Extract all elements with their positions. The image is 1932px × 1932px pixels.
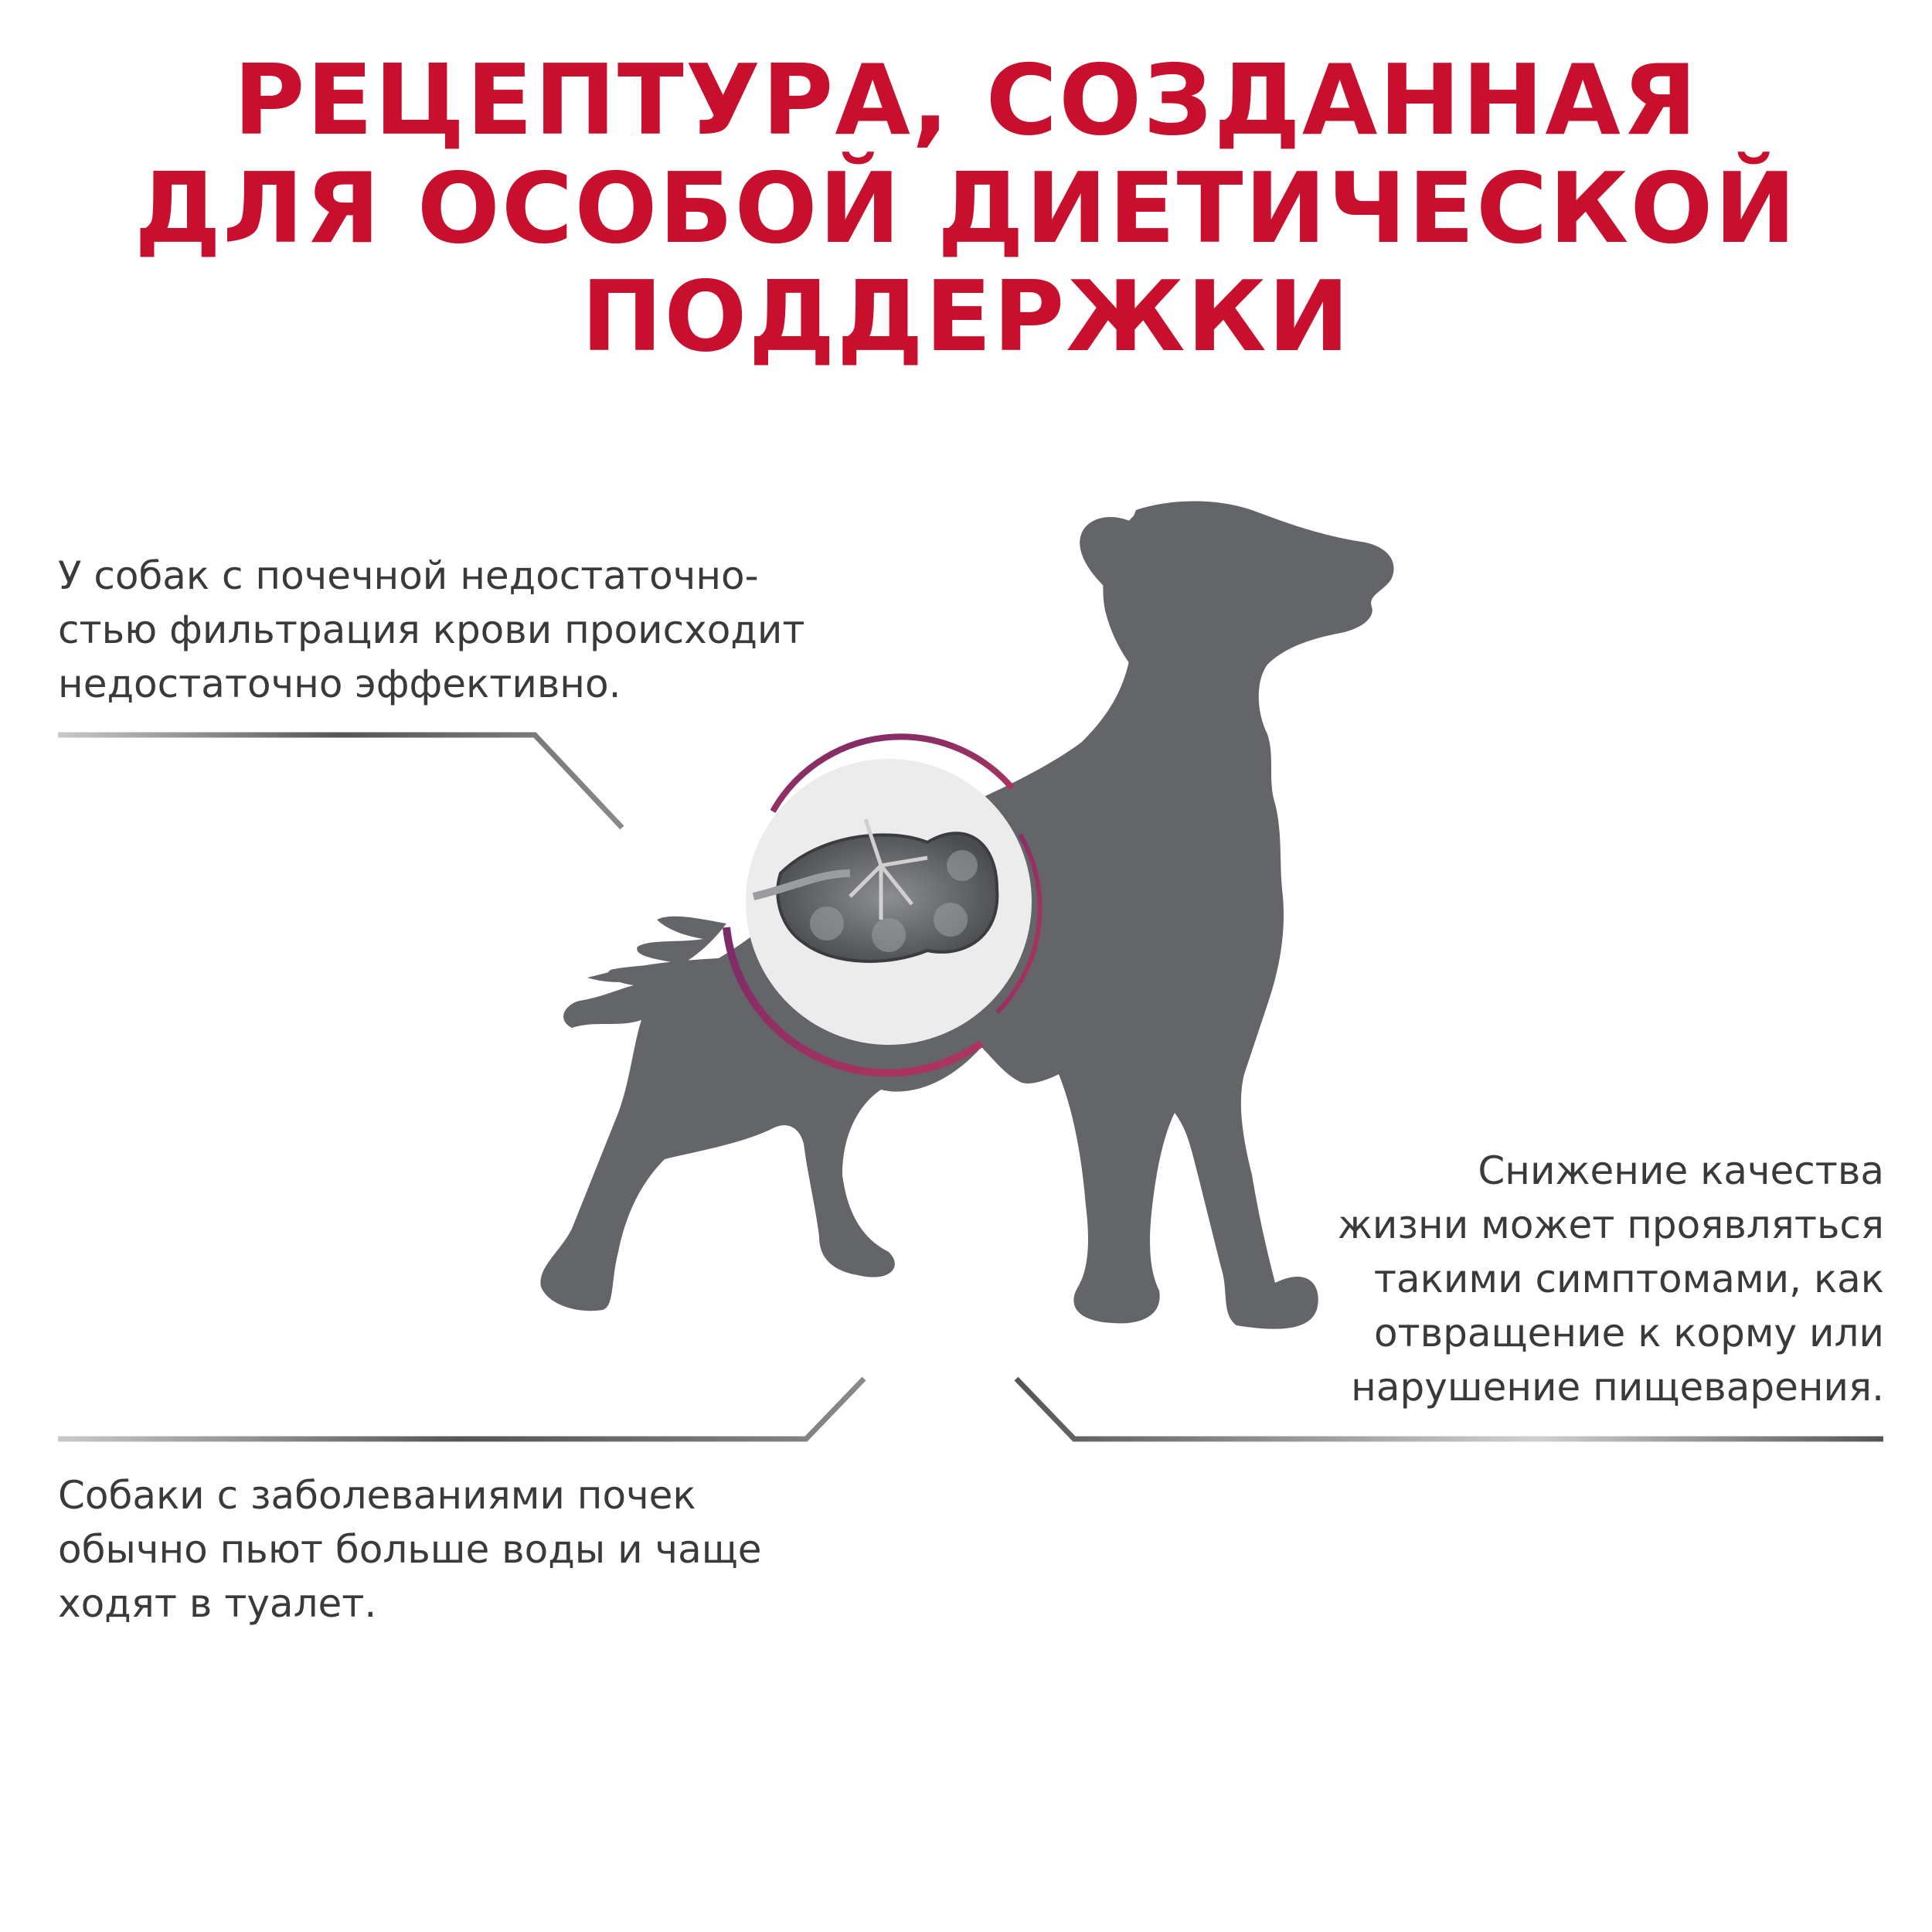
- callout-line: У собак с почечной недостаточно-: [58, 553, 759, 598]
- callout-line: стью фильтрация крови происходит: [58, 607, 805, 652]
- connector-line-top-left: [58, 735, 622, 828]
- callout-line: такими симптомами, как: [1373, 1257, 1884, 1301]
- headline-line-2: ДЛЯ ОСОБОЙ ДИЕТИЧЕСКОЙ: [134, 151, 1798, 265]
- callout-line: жизни может проявляться: [1337, 1202, 1884, 1247]
- callout-line: отвращение к корму или: [1373, 1311, 1884, 1355]
- connector-line-bottom-left: [58, 1379, 864, 1439]
- headline-line-1: РЕЦЕПТУРА, СОЗДАННАЯ: [233, 43, 1699, 157]
- callout-line: Снижение качества: [1478, 1148, 1884, 1193]
- connector-line-bottom-right: [1016, 1379, 1883, 1439]
- headline-line-3: ПОДДЕРЖКИ: [580, 260, 1352, 373]
- callout-line: ходят в туалет.: [58, 1581, 377, 1626]
- callout-line: Собаки с заболеваниями почек: [58, 1473, 696, 1518]
- callout-line: недостаточно эффективно.: [58, 662, 621, 706]
- callout-line: обычно пьют больше воды и чаще: [58, 1527, 762, 1572]
- callout-line: нарушение пищеварения.: [1351, 1365, 1884, 1410]
